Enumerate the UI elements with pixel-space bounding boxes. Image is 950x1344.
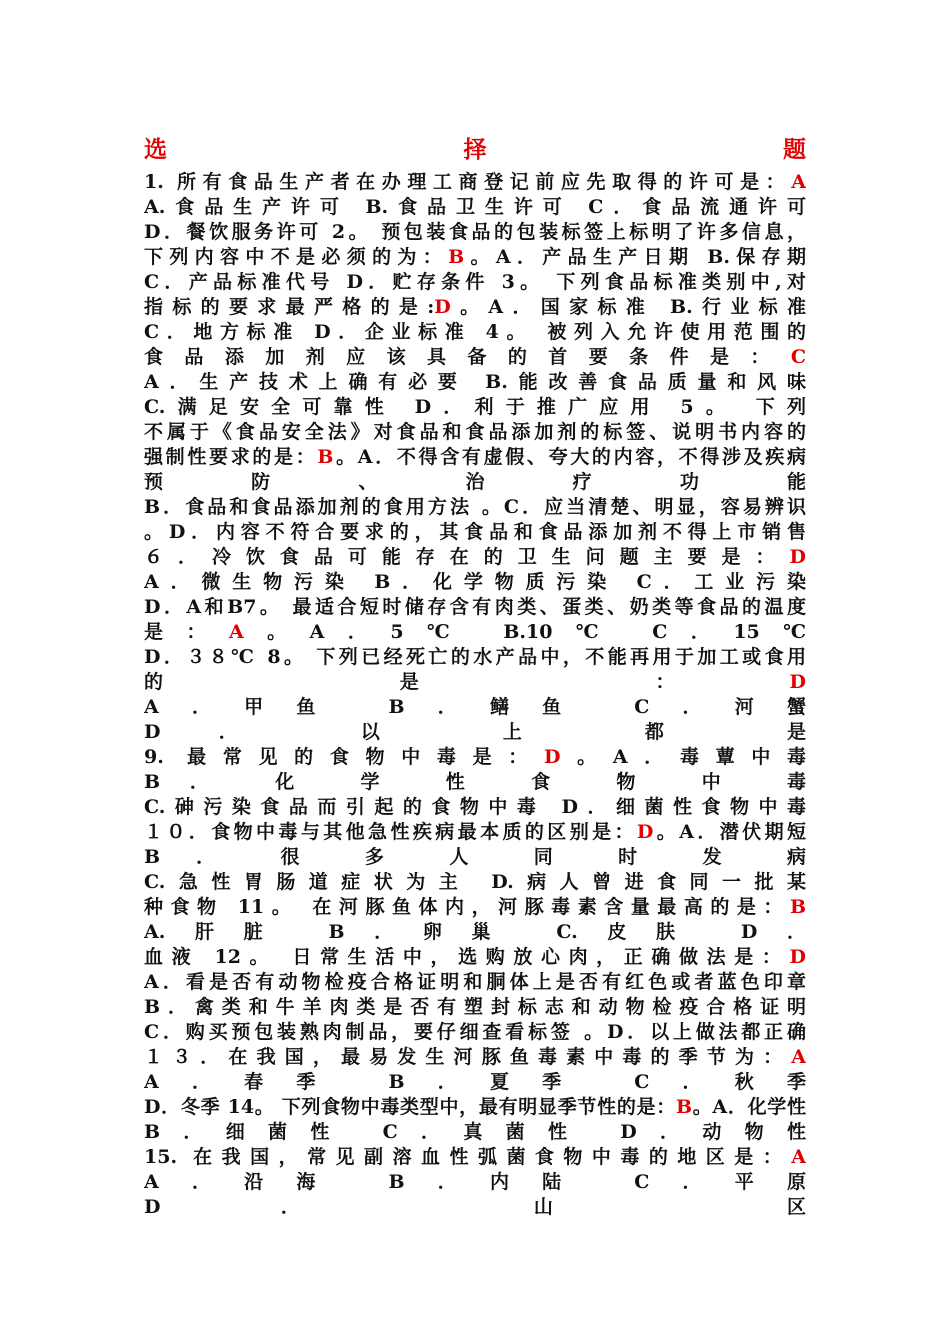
answer-letter: D [543,746,561,768]
text-line [144,920,806,945]
line-text: 不属于《食品安全法》对食品和食品添加剂的标签、说明书内容的 [144,421,806,443]
text-line [144,1145,806,1170]
text-line [144,345,806,370]
line-text: 下列内容中不是必须的为： [144,246,449,268]
section-title [144,130,806,170]
text-line [144,870,806,895]
line-text: A.食品生产许可 B.食品卫生许可 C．食品流通许可 [144,196,806,218]
text-line [144,1120,806,1145]
text-line [144,670,806,695]
text-line [144,245,806,270]
answer-letter: D [434,296,451,318]
text-line [144,970,806,995]
text-line [144,295,806,320]
text-line [144,595,806,620]
line-text: A．甲鱼 B．鳝鱼 C．河蟹 [144,696,806,718]
text-line [144,470,806,495]
line-text: 预 防 、 治 疗 功 能 [144,471,806,493]
text-line [144,570,806,595]
answer-letter: B [448,246,465,268]
line-text: 。A．5℃ B.10℃ C．15℃ [243,621,806,643]
text-line [144,195,806,220]
line-text: １０．食物中毒与其他急性疾病最本质的区别是： [144,821,637,843]
line-text: 。A．不得含有虚假、夸大的内容，不得涉及疾病 [333,446,806,468]
question-body [144,170,806,1220]
answer-letter: C [790,346,806,368]
line-text: B．禽类和牛羊肉类是否有塑封标志和动物检疫合格证明 [144,996,806,1018]
answer-letter: A [228,621,244,643]
answer-letter: B [675,1096,693,1118]
document-page [144,130,806,1220]
line-text: C．购买预包装熟肉制品，要仔细查看标签 。D．以上做法都正确 [144,1021,806,1043]
line-text: D．３８℃ 8。 下列已经死亡的水产品中，不能再用于加工或食用 [144,646,806,668]
line-text: １３．在我国，最易发生河豚鱼毒素中毒的季节为： [144,1046,792,1068]
text-line [144,495,806,520]
line-text: D．餐饮服务许可 2。 预包装食品的包装标签上标明了许多信息， [144,221,806,243]
title-char: 择 [463,136,487,163]
text-line [144,695,806,720]
answer-letter: D [789,671,806,693]
answer-letter: A [791,1146,806,1168]
text-line [144,1020,806,1045]
line-text: 指标的要求最严格的是: [144,296,435,318]
line-text: 种食物 11。 在河豚鱼体内，河豚毒素含量最高的是： [144,896,790,918]
line-text: A．春季 B．夏季 C．秋季 [144,1071,806,1093]
line-text: C.满足安全可靠性 D．利于推广应用 5。 下列 [144,396,806,418]
text-line [144,395,806,420]
line-text: 。D．内容不符合要求的，其食品和食品添加剂不得上市销售 [144,521,806,543]
line-text: D ． 山 区 [144,1196,806,1218]
text-line [144,945,806,970]
answer-letter: D [636,821,654,843]
line-text: A．沿海 B．内陆 C．平原 [144,1171,806,1193]
text-line [144,445,806,470]
text-line [144,845,806,870]
line-text: 食品添加剂应该具备的首要条件是： [144,346,791,368]
text-line [144,1070,806,1095]
title-char: 选 [144,136,167,163]
text-line [144,795,806,820]
line-text: C．地方标准 D．企业标准 4。 被列入允许使用范围的 [144,321,806,343]
text-line [144,270,806,295]
text-line [144,1170,806,1195]
text-line [144,170,806,195]
answer-letter: A [791,1046,806,1068]
line-text: 。A．潜伏期短 [653,821,806,843]
line-text: 。A．毒蕈中毒 [560,746,806,768]
answer-letter: A [791,171,806,193]
line-text: 的 是 ： [144,671,790,693]
line-text: A．生产技术上确有必要 B.能改善食品质量和风味 [144,371,806,393]
text-line [144,770,806,795]
line-text: 1. 所有食品生产者在办理工商登记前应先取得的许可是： [144,171,792,193]
line-text: B．细菌性 C．真菌性 D．动物性 [144,1121,806,1143]
line-text: B ． 很 多 人 同 时 发 病 [144,846,806,868]
line-text: 是： [144,621,229,643]
line-text: 血液 12。 日常生活中，选购放心肉，正确做法是： [144,946,790,968]
text-line [144,720,806,745]
line-text: 强制性要求的是： [144,446,318,468]
line-text: D．冬季 14。 下列食物中毒类型中，最有明显季节性的是： [144,1096,676,1118]
text-line [144,745,806,770]
text-line [144,895,806,920]
line-text: C．产品标准代号 D．贮存条件 3。 下列食品标准类别中,对 [144,271,806,293]
text-line [144,1045,806,1070]
line-text: A．看是否有动物检疫合格证明和胴体上是否有红色或者蓝色印章 [144,971,806,993]
line-text: 。A．产品生产日期 B.保存期 [464,246,806,268]
text-line [144,820,806,845]
line-text: 。A．国家标准 B.行业标准 [450,296,806,318]
text-line [144,995,806,1020]
answer-letter: B [789,896,806,918]
text-line [144,320,806,345]
answer-letter: D [789,546,806,568]
line-text: C.砷污染食品而引起的食物中毒 D．细菌性食物中毒 [144,796,806,818]
line-text: C.急性胃肠道症状为主 D.病人曾进食同一批某 [144,871,806,893]
line-text: D．A和B7。 最适合短时储存含有肉类、蛋类、奶类等食品的温度 [144,596,806,618]
text-line [144,370,806,395]
line-text: B． 化 学 性 食 物 中 毒 [144,771,806,793]
text-line [144,1095,806,1120]
text-line [144,1195,806,1220]
text-line [144,520,806,545]
title-char: 题 [783,136,806,163]
text-line [144,545,806,570]
text-line [144,420,806,445]
line-text: D． 以 上 都 是 [144,721,806,743]
line-text: ６．冷饮食品可能存在的卫生问题主要是： [144,546,790,568]
line-text: B．食品和食品添加剂的食用方法 。C．应当清楚、明显，容易辨识 [144,496,806,518]
line-text: 15. 在我国，常见副溶血性弧菌食物中毒的地区是： [144,1146,792,1168]
answer-letter: B [317,446,334,468]
line-text: A．微生物污染 B．化学物质污染 C．工业污染 [144,571,806,593]
line-text: 9. 最常见的食物中毒是： [144,746,544,768]
text-line [144,645,806,670]
answer-letter: D [789,946,806,968]
line-text: 。A．化学性 [692,1096,806,1118]
line-text: A.肝脏 B．卵巢 C.皮肤 D． [144,921,806,943]
text-line [144,620,806,645]
text-line [144,220,806,245]
